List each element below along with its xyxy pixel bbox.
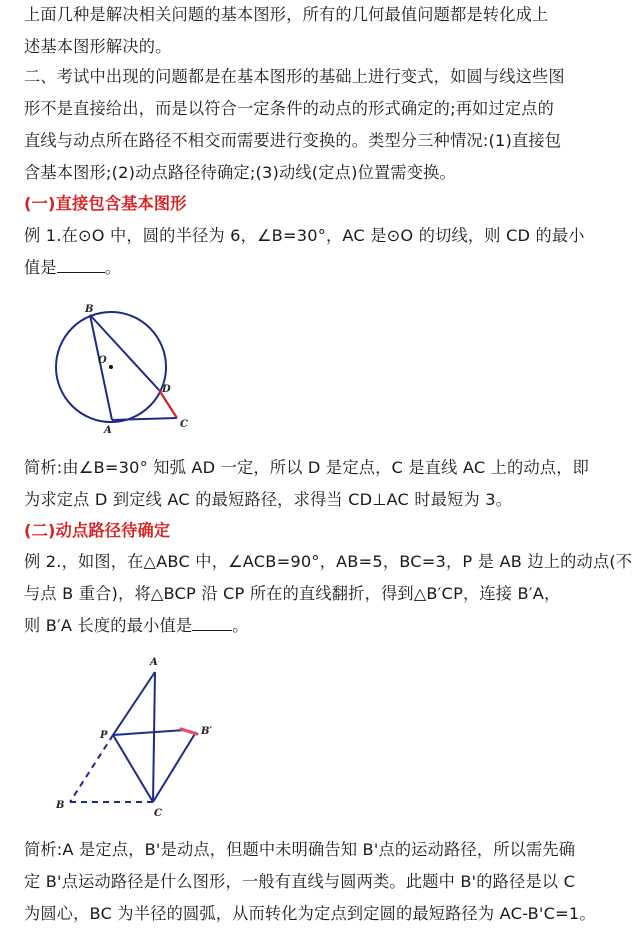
example-2-line-2: 与点 B 重合)，将△BCP 沿 CP 所在的直线翻折，得到△B′CP，连接 B′A， — [24, 584, 561, 603]
example-2-suffix: 。 — [232, 616, 249, 635]
example-2-line-1: 例 2.，如图，在△ABC 中，∠ACB=90°，AB=5，BC=3，P 是 AB 边上的动点(不 — [24, 552, 633, 571]
example-1-suffix: 。 — [104, 258, 122, 277]
answer-blank — [192, 616, 232, 631]
paragraph-2-line-3: 直线与动点所在路径不相交而需要进行变换的。类型分三种情况:(1)直接包 — [24, 131, 562, 150]
analysis-2-line-1: 简析:A 是定点，B'是动点，但题中未明确告知 B'点的运动路径，所以需先确 — [24, 840, 576, 859]
tangent-ac — [112, 418, 177, 420]
segment-ac — [153, 672, 155, 802]
b-prime-arc-mark — [181, 729, 197, 734]
segment-pb-prime — [113, 730, 185, 735]
label-a: A — [104, 425, 112, 436]
segment-pb-dashed — [70, 735, 113, 802]
section-2-heading: (二)动点路径待确定 — [24, 521, 171, 540]
section-1-heading: (一)直接包含基本图形 — [24, 194, 187, 213]
segment-ba — [90, 315, 112, 420]
label-b: B — [56, 800, 65, 811]
triangle-fold-figure — [50, 652, 230, 822]
center-point-o — [109, 365, 113, 369]
example-2-prefix: 则 B′A 长度的最小值是 — [24, 616, 193, 635]
analysis-1-line-1: 简析:由∠B=30° 知弧 AD 一定，所以 D 是定点，C 是直线 AC 上的动点，即 — [24, 458, 589, 477]
label-p: P — [100, 730, 108, 741]
paragraph-2-line-4: 含基本图形;(2)动点路径待确定;(3)动线(定点)位置需变换。 — [24, 163, 456, 182]
label-c: C — [180, 419, 188, 430]
paragraph-2-line-2: 形不是直接给出，而是以符合一定条件的动点的形式确定的;再如过定点的 — [24, 99, 555, 118]
paragraph-1-line-1: 上面几种是解决相关问题的基本图形，所有的几何最值问题都是转化成上 — [24, 5, 549, 24]
segment-pc — [113, 735, 153, 802]
segment-ap — [113, 672, 155, 735]
segment-b-prime-c — [153, 732, 196, 802]
paragraph-2-line-1: 二、考试中出现的问题都是在基本图形的基础上进行变式，如圆与线这些图 — [24, 67, 565, 86]
analysis-1-line-2: 为求定点 D 到定线 AC 的最短路径，求得当 CD⊥AC 时最短为 3。 — [24, 490, 513, 509]
example-1-prefix: 值是 — [24, 258, 57, 277]
label-a: A — [150, 657, 158, 668]
paragraph-1-line-2: 述基本图形解决的。 — [24, 37, 172, 56]
label-b-prime: B′ — [201, 726, 213, 737]
answer-blank — [57, 258, 105, 273]
analysis-2-line-2: 定 B'点运动路径是什么图形，一般有直线与圆两类。此题中 B'的路径是以 C — [24, 872, 576, 891]
label-b: B — [85, 304, 94, 315]
example-2-line-3 — [24, 615, 624, 637]
circle-tangent-figure — [40, 296, 220, 446]
label-c: C — [154, 808, 162, 819]
label-d: D — [162, 384, 171, 395]
analysis-2-line-3: 为圆心，BC 为半径的圆弧，从而转化为定点到定圆的最短路径为 AC-B'C=1。 — [24, 904, 596, 923]
label-o: O — [98, 355, 107, 366]
example-1-line-2 — [24, 257, 624, 279]
example-1-line-1: 例 1.在⊙O 中，圆的半径为 6，∠B=30°，AC 是⊙O 的切线，则 CD 的最小 — [24, 226, 585, 245]
